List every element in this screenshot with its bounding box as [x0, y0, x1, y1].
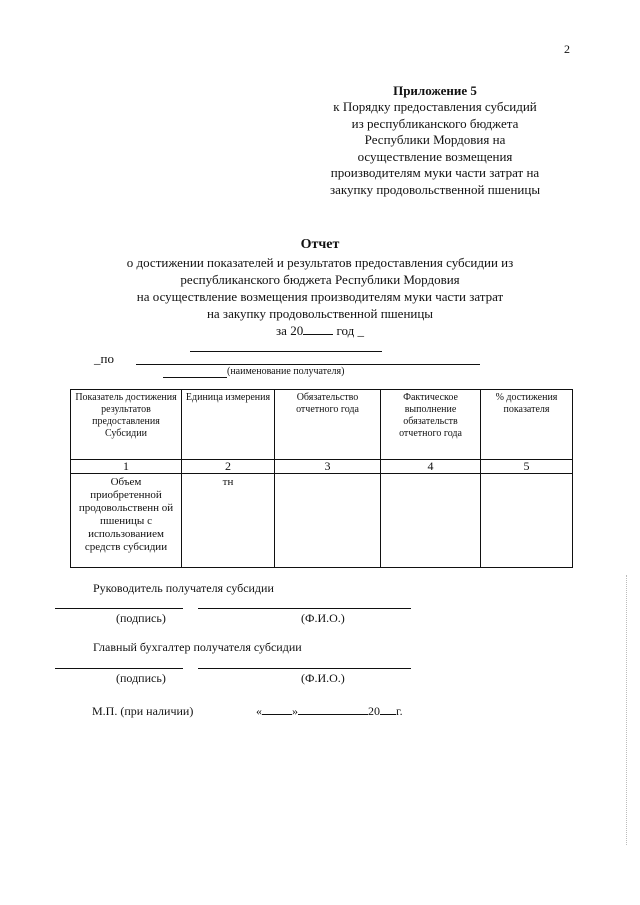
stamp-label: М.П. (при наличии): [92, 704, 194, 718]
column-number: 5: [481, 460, 573, 474]
table-header-row: [71, 390, 573, 460]
column-number: 4: [381, 460, 481, 474]
annex-line: к Порядку предоставления субсидий: [333, 99, 537, 114]
date-quote-close: »: [292, 704, 298, 718]
column-number: 3: [275, 460, 381, 474]
table-number-row: [71, 460, 573, 474]
head-signature-field[interactable]: [55, 608, 183, 609]
percent-cell[interactable]: [481, 474, 573, 568]
report-title: Отчет: [300, 237, 340, 252]
head-name-caption: (Ф.И.О.): [301, 611, 345, 625]
report-year-line: [40, 322, 600, 339]
header-cell: Фактическое выполнение обязательств отчетного года: [381, 390, 481, 460]
accountant-name-field[interactable]: [198, 668, 411, 669]
annex-line: закупку продовольственной пшеницы: [329, 181, 541, 197]
accountant-signature-caption: (подпись): [116, 671, 166, 685]
report-line: республиканского бюджета Республики Мордовия: [180, 272, 460, 287]
recipient-field[interactable]: [136, 364, 480, 365]
date-suffix: г.: [396, 704, 403, 718]
column-number: 1: [71, 460, 182, 474]
head-name-field[interactable]: [198, 608, 411, 609]
header-cell: Показатель достижения результатов предоставления Субсидии: [71, 390, 182, 460]
report-block: [40, 236, 600, 339]
recipient-caption: (наименование получателя): [227, 366, 345, 377]
date-year: 20: [368, 704, 380, 718]
accountant-signature-label: Главный бухгалтер получателя субсидии: [93, 640, 302, 654]
recipient-prefix: _по: [94, 351, 114, 366]
date-field: [256, 704, 403, 719]
header-cell: Обязательство отчетного года: [275, 390, 381, 460]
actual-cell[interactable]: [381, 474, 481, 568]
report-line: на осуществление возмещения производителям муки части затрат: [136, 289, 504, 304]
recipient-upper-line: [190, 351, 382, 352]
obligation-cell[interactable]: [275, 474, 381, 568]
report-line: на закупку продовольственной пшеницы: [206, 306, 434, 321]
annex-line: осуществление возмещения: [357, 148, 513, 164]
head-signature-label: Руководитель получателя субсидии: [93, 581, 274, 595]
date-month-blank[interactable]: [298, 704, 368, 715]
date-day-blank[interactable]: [262, 704, 292, 715]
indicator-cell: Объем приобретенной продовольственн ой пшеницы с использованием средств субсидии: [71, 474, 182, 568]
date-year-blank[interactable]: [380, 704, 396, 715]
accountant-signature-field[interactable]: [55, 668, 183, 669]
unit-cell: тн: [182, 474, 275, 568]
recipient-caption-line: [163, 377, 227, 378]
header-cell: % достижения показателя: [481, 390, 573, 460]
scan-edge-mark: [626, 575, 627, 845]
annex-line: из республиканского бюджета: [351, 115, 519, 131]
column-number: 2: [182, 460, 275, 474]
head-signature-caption: (подпись): [116, 611, 166, 625]
annex-block: [300, 82, 570, 198]
report-line: о достижении показателей и результатов предоставления субсидии из: [126, 255, 514, 270]
annex-line: Республики Мордовия на: [364, 132, 506, 147]
annex-title: Приложение 5: [393, 83, 477, 98]
year-prefix: за 20: [276, 323, 304, 338]
date-quote-open: «: [256, 704, 262, 718]
header-cell: Единица измерения: [182, 390, 275, 460]
page-number: 2: [564, 42, 570, 56]
year-suffix: год _: [336, 323, 364, 338]
accountant-name-caption: (Ф.И.О.): [301, 671, 345, 685]
table-row: [71, 474, 573, 568]
year-blank[interactable]: [303, 323, 333, 335]
report-table: [70, 389, 573, 568]
annex-line: производителям муки части затрат на: [330, 165, 540, 180]
